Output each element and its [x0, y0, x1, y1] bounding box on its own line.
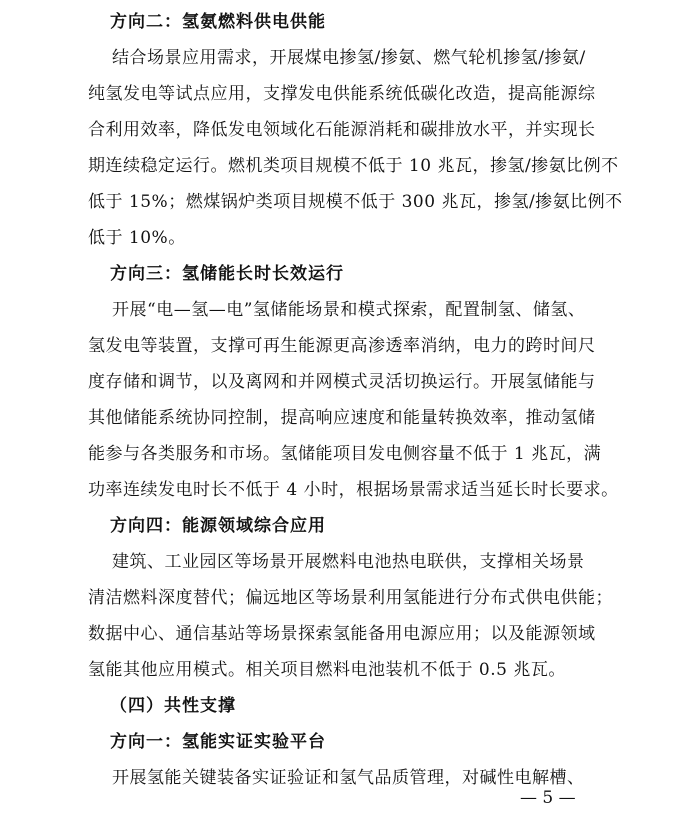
section-heading: 方向一：氢能实证实验平台 [110, 732, 326, 752]
paragraph-line: 能参与各类服务和市场。氢储能项目发电侧容量不低于 1 兆瓦，满 [88, 444, 602, 464]
paragraph-line: 氢发电等装置，支撑可再生能源更高渗透率消纳，电力的跨时间尺 [88, 336, 596, 356]
paragraph-line: 数据中心、通信基站等场景探索氢能备用电源应用；以及能源领域 [88, 624, 596, 644]
paragraph-line: 期连续稳定运行。燃机类项目规模不低于 10 兆瓦，掺氢/掺氨比例不 [88, 156, 619, 176]
paragraph-line: 氢能其他应用模式。相关项目燃料电池装机不低于 0.5 兆瓦。 [88, 660, 566, 680]
paragraph-line: 合利用效率，降低发电领域化石能源消耗和碳排放水平，并实现长 [88, 120, 596, 140]
paragraph-line: 度存储和调节，以及离网和并网模式灵活切换运行。开展氢储能与 [88, 372, 596, 392]
section-heading: 方向四：能源领域综合应用 [110, 516, 326, 536]
paragraph-line: 其他储能系统协同控制，提高响应速度和能量转换效率，推动氢储 [88, 408, 596, 428]
section-heading: 方向二：氢氨燃料供电供能 [110, 12, 326, 32]
page-number: — 5 — [520, 788, 576, 808]
section-heading: 方向三：氢储能长时长效运行 [110, 264, 344, 284]
paragraph-line: 开展“电—氢—电”氢储能场景和模式探索，配置制氢、储氢、 [112, 300, 586, 320]
paragraph-line: 建筑、工业园区等场景开展燃料电池热电联供，支撑相关场景 [112, 552, 585, 572]
paragraph-line: 功率连续发电时长不低于 4 小时，根据场景需求适当延长时长要求。 [88, 480, 619, 500]
subsection-heading: （四）共性支撑 [110, 696, 236, 716]
paragraph-line: 低于 15%；燃煤锅炉类项目规模不低于 300 兆瓦，掺氢/掺氨比例不 [88, 192, 623, 212]
paragraph-line: 开展氢能关键装备实证验证和氢气品质管理，对碱性电解槽、 [112, 768, 585, 788]
paragraph-line: 结合场景应用需求，开展煤电掺氢/掺氨、燃气轮机掺氢/掺氨/ [112, 48, 586, 68]
paragraph-line: 低于 10%。 [88, 228, 186, 248]
paragraph-line: 清洁燃料深度替代；偏远地区等场景利用氢能进行分布式供电供能； [88, 588, 613, 608]
paragraph-line: 纯氢发电等试点应用，支撑发电供能系统低碳化改造，提高能源综 [88, 84, 596, 104]
